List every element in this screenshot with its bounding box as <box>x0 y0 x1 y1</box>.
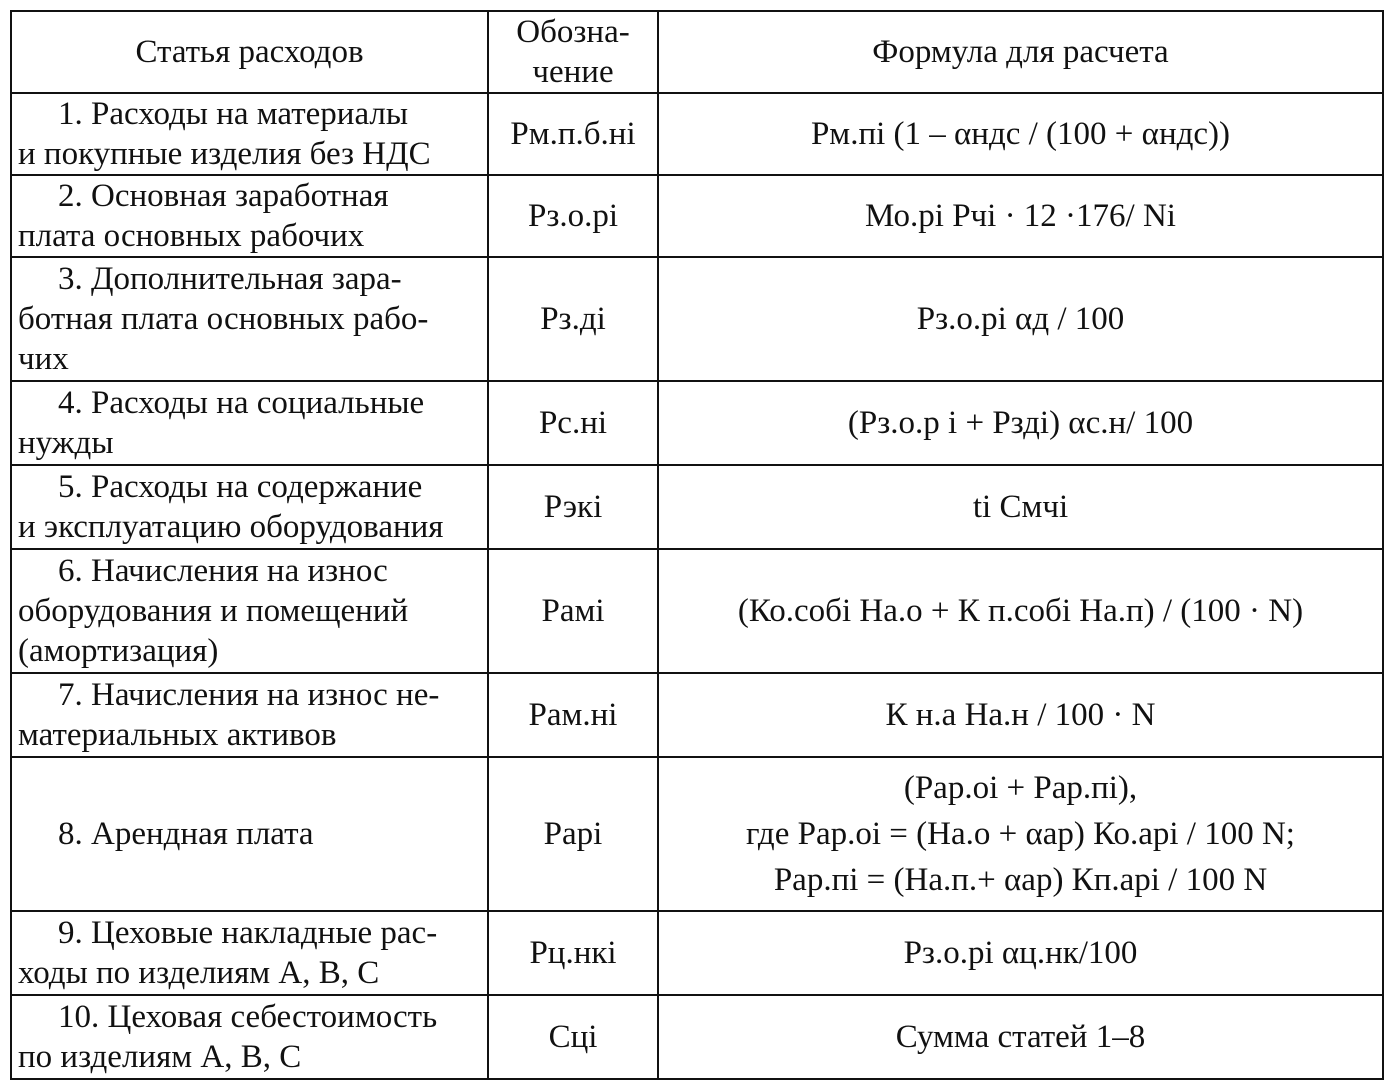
row-10-formula-text: Сумма статей 1–8 <box>895 1019 1146 1055</box>
table-row <box>11 175 1383 257</box>
row-3-article <box>11 257 488 381</box>
row-5-formula-text: ti Смчi <box>972 489 1069 525</box>
row-6-symbol <box>488 549 658 673</box>
row-6-article <box>11 549 488 673</box>
row-1-article <box>11 93 488 175</box>
row-6-formula-text: (Ко.собi На.о + К п.собi На.п) / (100 · N) <box>737 593 1304 629</box>
header-formula: Формула для расчета <box>658 11 1383 93</box>
row-10-article <box>11 995 488 1079</box>
row-4-symbol <box>488 381 658 465</box>
row-9-formula <box>658 911 1383 995</box>
row-10-symbol-text: Сцi <box>548 1019 598 1055</box>
row-7-formula-text: К н.а На.н / 100 · N <box>885 697 1156 733</box>
row-10-article-text: 10. Цеховая себестоимость по изделиям A, B, C <box>18 999 438 1075</box>
row-3-symbol-text: Рз.дi <box>540 301 606 337</box>
row-4-formula-text: (Рз.о.р i + Рздi) αс.н/ 100 <box>847 405 1194 441</box>
row-1-symbol-text: Рм.п.б.нi <box>510 116 636 152</box>
row-8-formula-line-1: (Рар.оi + Рар.пi), <box>903 770 1138 806</box>
header-symbol: Обозна- чение <box>488 11 658 93</box>
table-row <box>11 257 1383 381</box>
row-2-formula <box>658 175 1383 257</box>
header-article: Статья расходов <box>11 11 488 93</box>
table-row <box>11 93 1383 175</box>
row-2-article-text: 2. Основная заработная плата основных рабочих <box>18 178 389 254</box>
row-5-article <box>11 465 488 549</box>
row-2-symbol-text: Рз.о.рi <box>527 198 619 234</box>
row-2-formula-text: Мо.рi Рчi · 12 ·176/ Ni <box>865 198 1176 234</box>
row-6-symbol-text: Рамi <box>541 593 605 629</box>
row-3-formula <box>658 257 1383 381</box>
row-9-symbol <box>488 911 658 995</box>
row-5-symbol-text: Рэкi <box>543 489 603 525</box>
table-row <box>11 549 1383 673</box>
row-8-formula <box>658 757 1383 911</box>
row-7-formula <box>658 673 1383 757</box>
row-2-symbol <box>488 175 658 257</box>
row-10-symbol <box>488 995 658 1079</box>
row-8-formula-line-2: где Рар.оi = (На.о + αар) Ко.арi / 100 N; <box>746 816 1295 852</box>
row-7-symbol <box>488 673 658 757</box>
row-5-formula <box>658 465 1383 549</box>
table-row <box>11 995 1383 1079</box>
row-1-article-text: 1. Расходы на материалы и покупные изделия без НДС <box>18 96 431 172</box>
row-3-formula-text: Рз.о.рi αд / 100 <box>916 301 1125 337</box>
row-8-formula-line-3: Рар.пi = (На.п.+ αар) Кп.арi / 100 N <box>773 862 1268 898</box>
row-5-symbol <box>488 465 658 549</box>
row-9-article-text: 9. Цеховые накладные рас- ходы по изделиям A, B, C <box>18 915 438 991</box>
table-row <box>11 911 1383 995</box>
row-4-article-text: 4. Расходы на социальные нужды <box>18 385 425 461</box>
row-9-symbol-text: Рц.нкi <box>529 935 617 971</box>
row-8-symbol-text: Рарi <box>543 816 603 852</box>
row-7-symbol-text: Рам.нi <box>528 697 618 733</box>
row-7-article <box>11 673 488 757</box>
row-8-symbol <box>488 757 658 911</box>
table-row <box>11 673 1383 757</box>
row-3-article-text: 3. Дополнительная зара- ботная плата основных рабо- чих <box>18 261 429 377</box>
row-7-article-text: 7. Начисления на износ не- материальных активов <box>18 677 440 753</box>
table-row <box>11 465 1383 549</box>
row-8-article-text: 8. Арендная плата <box>58 816 314 852</box>
cost-items-table <box>10 10 1384 1080</box>
row-4-article <box>11 381 488 465</box>
row-5-article-text: 5. Расходы на содержание и эксплуатацию оборудования <box>18 469 444 545</box>
table-header-row <box>11 11 1383 93</box>
row-4-symbol-text: Рс.нi <box>538 405 608 441</box>
row-3-symbol <box>488 257 658 381</box>
row-2-article <box>11 175 488 257</box>
row-1-formula-text: Рм.пi (1 – αндс / (100 + αндс)) <box>810 116 1231 152</box>
row-6-article-text: 6. Начисления на износ оборудования и помещений (амортизация) <box>18 553 409 669</box>
table-row <box>11 757 1383 911</box>
row-8-article <box>11 757 488 911</box>
row-1-formula <box>658 93 1383 175</box>
row-9-formula-text: Рз.о.рi αц.нк/100 <box>903 935 1138 971</box>
row-6-formula <box>658 549 1383 673</box>
row-9-article <box>11 911 488 995</box>
row-1-symbol <box>488 93 658 175</box>
table-row <box>11 381 1383 465</box>
row-10-formula <box>658 995 1383 1079</box>
row-4-formula <box>658 381 1383 465</box>
